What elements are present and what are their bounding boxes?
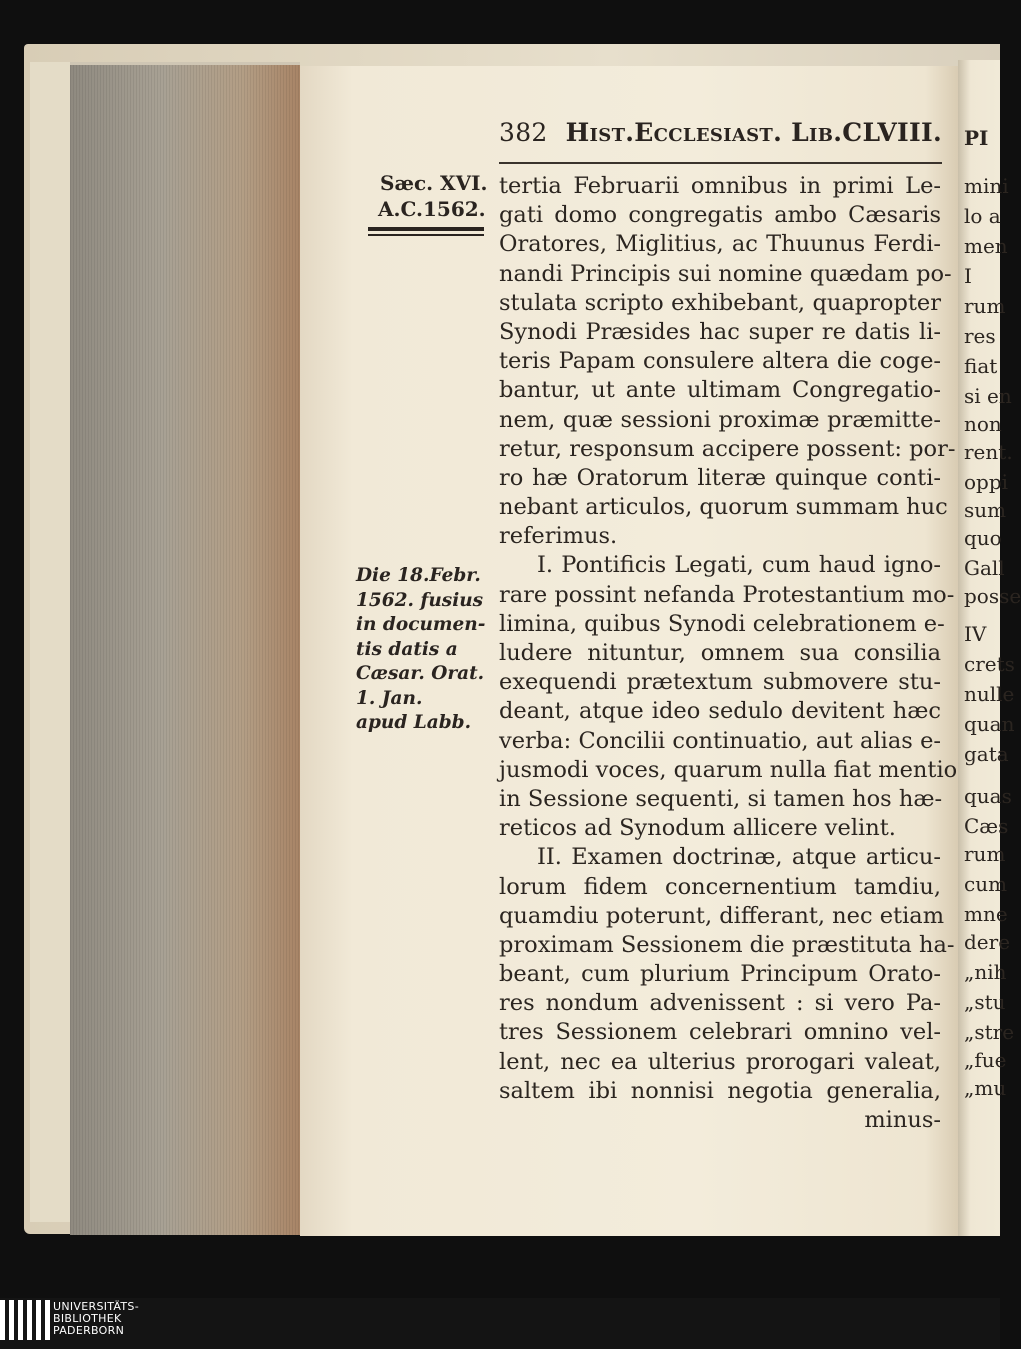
margin-note [356, 564, 485, 736]
facing-text-fragment: I [964, 264, 972, 288]
facing-text-fragment: Gall [964, 556, 1005, 580]
facing-text-fragment: quas [964, 784, 1012, 808]
margin-anno: A.C.1562. [378, 197, 486, 221]
catchword: minus- [864, 1107, 941, 1133]
facing-text-fragment: „mu [964, 1076, 1007, 1100]
facing-text-fragment: men [964, 234, 1008, 258]
margin-rule-thin [368, 234, 484, 236]
text-line: I. Pontificis Legati, cum haud igno- [537, 552, 941, 579]
facing-text-fragment: cum [964, 872, 1008, 896]
text-line: exequendi prætextum submovere stu- [499, 669, 941, 696]
text-line: nem, quæ sessioni proximæ præmitte- [499, 406, 941, 433]
margin-note-line: Cæsar. Orat. [356, 663, 485, 684]
facing-text-fragment: dere [964, 930, 1011, 954]
text-line: teris Papam consulere altera die coge- [499, 348, 941, 375]
text-line: verba: Concilii continuatio, aut alias e- [499, 727, 941, 754]
page-number: 382 [499, 118, 548, 147]
facing-text-fragment: quo [964, 526, 1002, 550]
body-text [499, 172, 958, 1135]
text-line: in Sessione sequenti, si tamen hos hæ- [499, 785, 943, 812]
text-line: nandi Principis sui nomine quædam po- [499, 260, 952, 287]
facing-text-fragment: posse [964, 584, 1021, 608]
running-header [499, 118, 943, 154]
page-block-edge [70, 62, 300, 1235]
facing-text-fragment: „fue [964, 1048, 1007, 1072]
facing-text-fragment: res [964, 324, 996, 348]
facing-text-fragment: si en [964, 384, 1012, 408]
facing-text-fragment: IV [964, 622, 987, 646]
text-line: lent, nec ea ulterius prorogari valeat, [499, 1048, 941, 1075]
text-line: retur, responsum accipere possent: por- [499, 435, 956, 462]
text-line: nebant articulos, quorum summam huc [499, 494, 948, 521]
text-line: quamdiu poterunt, differant, nec etiam [499, 902, 945, 929]
facing-text-fragment: gata [964, 742, 1009, 766]
margin-note-line: 1562. fusius [356, 589, 484, 611]
text-line: II. Examen doctrinæ, atque articu- [537, 844, 941, 871]
facing-text-fragment: mne [964, 902, 1008, 926]
text-line: deant, atque ideo sedulo devitent hæc [499, 698, 941, 725]
text-line: tertia Februarii omnibus in primi Le- [499, 173, 941, 199]
text-line: lorum fidem concernentium tamdiu, [499, 873, 941, 900]
header-rule [499, 162, 942, 164]
text-line: rare possint nefanda Protestantium mo- [499, 581, 955, 608]
text-line: Synodi Præsides hac super re datis li- [499, 318, 941, 345]
text-line: reticos ad Synodum allicere velint. [499, 815, 896, 842]
margin-note-line: apud Labb. [356, 712, 472, 733]
margin-rule [368, 227, 484, 231]
text-line: res nondum advenissent : si vero Pa- [499, 990, 941, 1017]
text-line: Oratores, Miglitius, ac Thuunus Ferdi- [499, 231, 941, 258]
facing-header-fragment: PI [964, 126, 989, 150]
margin-note-line: 1. Jan. [356, 687, 423, 709]
margin-saeculum: Sæc. XVI. [380, 171, 488, 195]
facing-text-fragment: rum [964, 842, 1006, 866]
text-line: limina, quibus Synodi celebrationem e- [499, 610, 945, 637]
facing-text-fragment: nulle [964, 682, 1015, 706]
cover-edge [30, 62, 75, 1222]
library-logo-text: UNIVERSITÄTS- BIBLIOTHEK PADERBORN [53, 1300, 139, 1337]
facing-text-fragment: rum [964, 294, 1006, 318]
facing-text-fragment: fiat [964, 354, 998, 378]
text-line: referimus. [499, 523, 618, 550]
facing-text-fragment: lo a [964, 204, 1001, 228]
facing-text-fragment: „stre [964, 1020, 1015, 1044]
footer-bar [0, 1298, 1000, 1349]
margin-note-line: in documen- [356, 614, 486, 635]
facing-text-fragment: rent. [964, 440, 1013, 464]
facing-page [958, 60, 1021, 1236]
text-line: ludere nituntur, omnem sua consilia [499, 640, 941, 666]
facing-text-fragment: quan [964, 712, 1015, 736]
library-logo-icon [0, 1300, 52, 1340]
facing-text-fragment: Cæs [964, 814, 1009, 838]
margin-date [380, 170, 487, 222]
facing-text-fragment: „stu [964, 990, 1006, 1014]
text-line: jusmodi voces, quarum nulla fiat mentio [499, 756, 958, 783]
text-line: stulata scripto exhibebant, quapropter [499, 289, 941, 316]
margin-note-line: Die 18.Febr. [356, 565, 481, 586]
text-line: bantur, ut ante ultimam Congregatio- [499, 377, 941, 404]
facing-text-fragment: oppi [964, 470, 1009, 494]
facing-text-fragment: „nih [964, 960, 1007, 984]
text-line: ro hæ Oratorum literæ quinque conti- [499, 464, 941, 491]
margin-note-line: tis datis a [356, 638, 458, 660]
text-line: gati domo congregatis ambo Cæsaris [499, 202, 941, 229]
text-line: proximam Sessionem die præstituta ha- [499, 931, 955, 958]
text-line: beant, cum plurium Principum Orato- [499, 961, 941, 988]
running-title: Hist.Ecclesiast. Lib.CLVIII. [565, 118, 943, 147]
facing-text-fragment: non [964, 412, 1002, 436]
facing-text-fragment: sum [964, 498, 1007, 522]
facing-text-fragment: crets [964, 652, 1015, 676]
text-line: saltem ibi nonnisi negotia generalia, [499, 1077, 941, 1104]
facing-text-fragment: mini [964, 174, 1009, 198]
text-line: tres Sessionem celebrari omnino vel- [499, 1019, 941, 1046]
